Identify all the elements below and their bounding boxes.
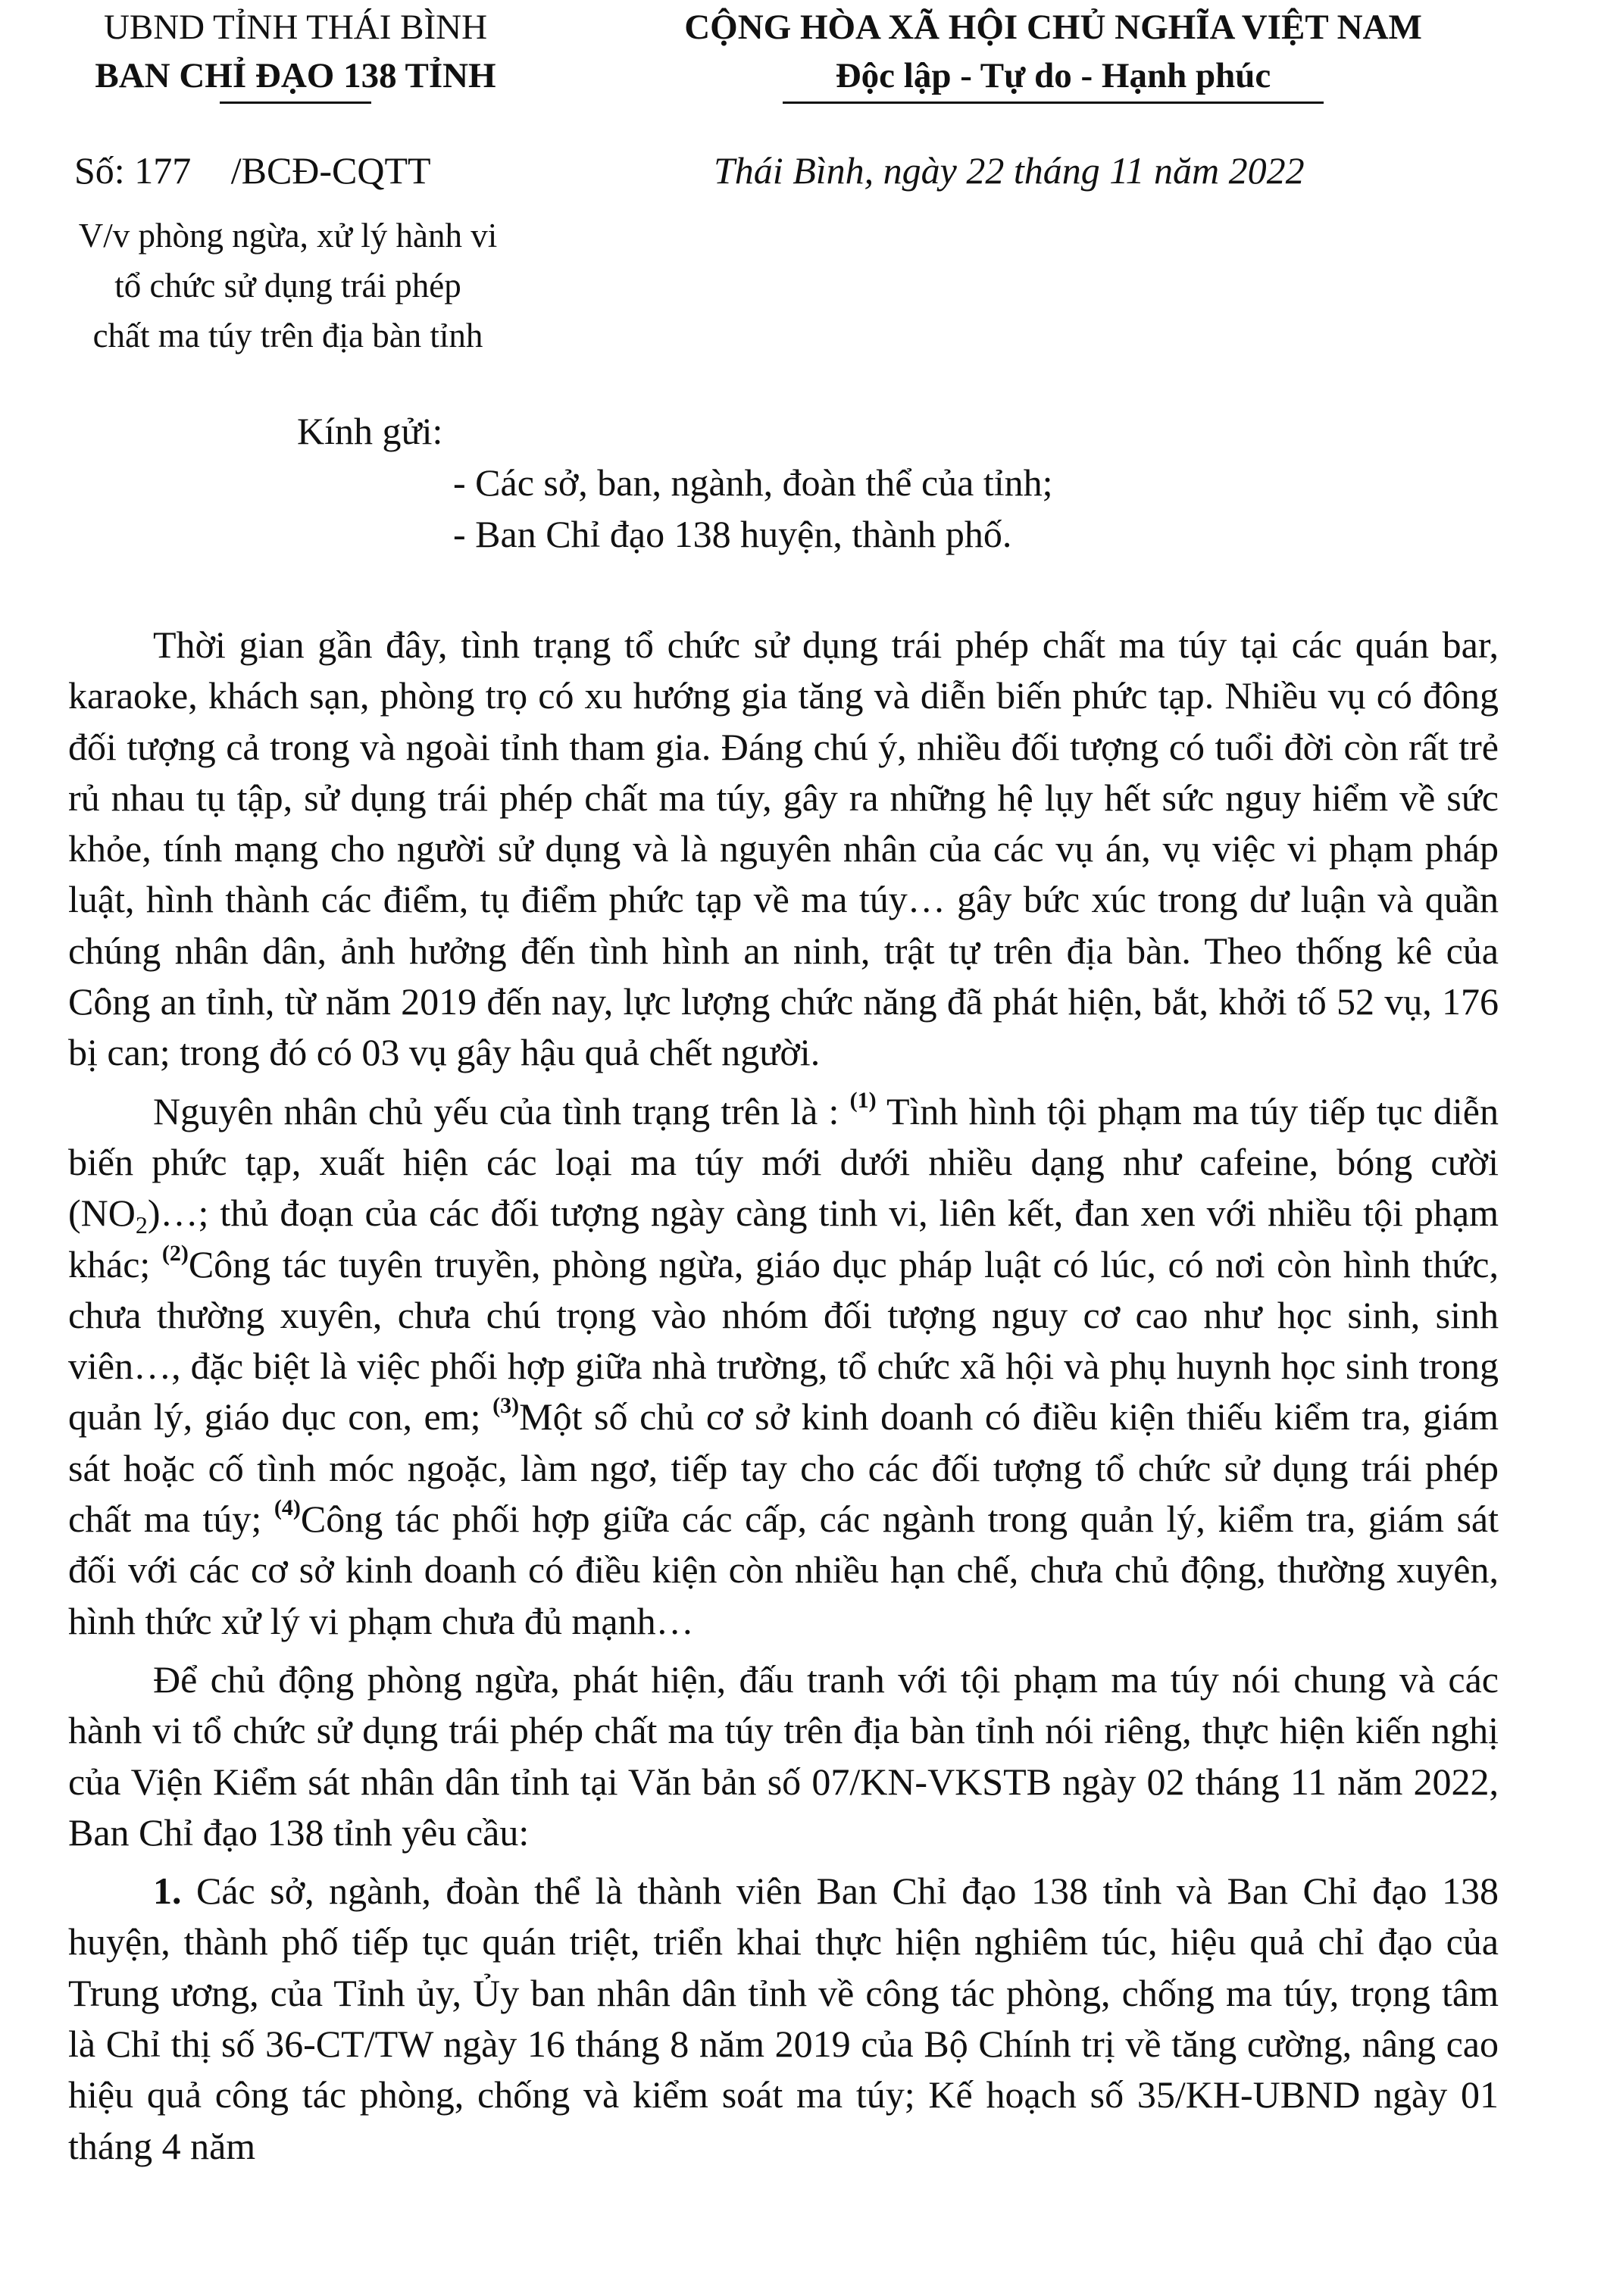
subject-line: chất ma túy trên địa bàn tỉnh — [92, 317, 483, 355]
subject-line: V/v phòng ngừa, xử lý hành vi — [78, 217, 498, 255]
recipients-title: Kính gửi: — [297, 410, 443, 452]
national-title: CỘNG HÒA XÃ HỘI CHỦ NGHĨA VIỆT NAM — [684, 8, 1422, 47]
paragraph-causes — [68, 1086, 1499, 1647]
causes-intro: Nguyên nhân chủ yếu của tình trạng trên là : — [153, 1089, 850, 1132]
number-label: Số: — [74, 149, 125, 192]
agency-name: BAN CHỈ ĐẠO 138 TỈNH — [95, 56, 496, 95]
cause-marker: (3) — [492, 1393, 520, 1419]
document-number — [74, 148, 431, 192]
item-number: 1. — [153, 1870, 182, 1913]
document-subject — [23, 211, 553, 361]
paragraph-request: Để chủ động phòng ngừa, phát hiện, đấu tranh với tội phạm ma túy nói chung và các hành vi tổ chức sử dụng trái phép chất ma túy trên địa bàn tỉnh nói riêng, thực hiện kiến nghị của Viện Kiểm sát nhân dân tỉnh tại Văn bản số 07/KN-VKSTB ngày 02 tháng 11 năm 2022, Ban Chỉ đạo 138 tỉnh yêu cầu: — [68, 1657, 1499, 1854]
cause-text: Công tác tuyên truyền, phòng ngừa, giáo dục pháp luật có lúc, có nơi còn hình thức, chưa thường xuyên, chưa chú trọng vào nhóm đối tượng nguy cơ cao như học sinh, sinh viên…, đặc biệt là việc phối hợp giữa nhà trường, tổ chức xã hội và phụ huynh học sinh trong quản lý, giáo dục con, em; — [68, 1242, 1499, 1439]
agency-underline — [220, 102, 371, 104]
paragraph-item-1 — [68, 1866, 1499, 2172]
national-motto: Độc lập - Tự do - Hạnh phúc — [835, 56, 1271, 95]
subject-line: tổ chức sử dụng trái phép — [114, 267, 461, 305]
cause-marker: (1) — [849, 1087, 877, 1113]
cause-text: )…; thủ đoạn của các đối tượng ngày càng tinh vi, liên kết, đan xen với nhiều tội phạm khác; — [68, 1192, 1499, 1285]
national-title-block — [591, 3, 1515, 104]
paragraph-situation: Thời gian gần đây, tình trạng tổ chức sử dụng trái phép chất ma túy tại các quán bar, karaoke, khách sạn, phòng trọ có xu hướng gia tăng và diễn biến phức tạp. Nhiều vụ có đông đối tượng cả trong và ngoài tỉnh tham gia. Đáng chú ý, nhiều đối tượng có tuổi đời còn rất trẻ rủ nhau tụ tập, sử dụng trái phép chất ma túy, gây ra những hệ lụy hết sức nguy hiểm về sức khỏe, tính mạng cho người sử dụng và là nguyên nhân của các vụ án, vụ việc vi phạm pháp luật, hình thành các điểm, tụ điểm phức tạp về ma túy… gây bức xúc trong dư luận và quần chúng nhân dân, ảnh hưởng đến tình hình an ninh, trật tự trên địa bàn. Theo thống kê của Công an tỉnh, từ năm 2019 đến nay, lực lượng chức năng đã phát hiện, bắt, khởi tố 52 vụ, 176 bị can; trong đó có 03 vụ gây hậu quả chết người. — [68, 623, 1499, 1074]
number-value: 177 — [134, 149, 192, 192]
subscript: 2 — [135, 1211, 148, 1239]
recipient-item: - Ban Chỉ đạo 138 huyện, thành phố. — [453, 513, 1012, 555]
cause-text: Công tác phối hợp giữa các cấp, các ngành trong quản lý, kiểm tra, giám sát đối với các cơ sở kinh doanh có điều kiện còn nhiều hạn chế, chưa chủ động, thường xuyên, hình thức xử lý vi phạm chưa đủ mạnh… — [68, 1498, 1499, 1642]
recipient-item: - Các sở, ban, ngành, đoàn thể của tỉnh; — [453, 461, 1053, 504]
item-text: Các sở, ngành, đoàn thể là thành viên Ban Chỉ đạo 138 tỉnh và Ban Chỉ đạo 138 huyện, thành phố tiếp tục quán triệt, triển khai thực hiện nghiêm túc, hiệu quả chỉ đạo của Trung ương, của Tỉnh ủy, Ủy ban nhân dân tỉnh về công tác phòng, chống ma túy, trọng tâm là Chỉ thị số 36-CT/TW ngày 16 tháng 8 năm 2019 của Bộ Chính trị về tăng cường, nâng cao hiệu quả công tác phòng, chống và kiểm soát ma túy; Kế hoạch số 35/KH-UBND ngày 01 tháng 4 năm — [68, 1870, 1499, 2167]
agency-parent: UBND TỈNH THÁI BÌNH — [103, 8, 488, 47]
number-suffix: /BCĐ-CQTT — [230, 149, 431, 192]
cause-marker: (2) — [161, 1240, 189, 1266]
issuing-agency-block — [45, 3, 546, 104]
cause-text: Một số chủ cơ sở kinh doanh có điều kiện thiếu kiểm tra, giám sát hoặc cố tình móc ngoặc, làm ngơ, tiếp tay cho các đối tượng tổ chức sử dụng trái phép chất ma túy; — [68, 1395, 1499, 1541]
place-and-date: Thái Bình, ngày 22 tháng 11 năm 2022 — [714, 149, 1305, 192]
document-body — [68, 620, 1499, 2172]
motto-underline — [783, 102, 1324, 104]
cause-text: Tình hình tội phạm ma túy tiếp tục diễn biến phức tạp, xuất hiện các loại ma túy mới dưới nhiều dạng như cafeine, bóng cười (NO — [68, 1089, 1499, 1235]
cause-marker: (4) — [274, 1495, 301, 1521]
